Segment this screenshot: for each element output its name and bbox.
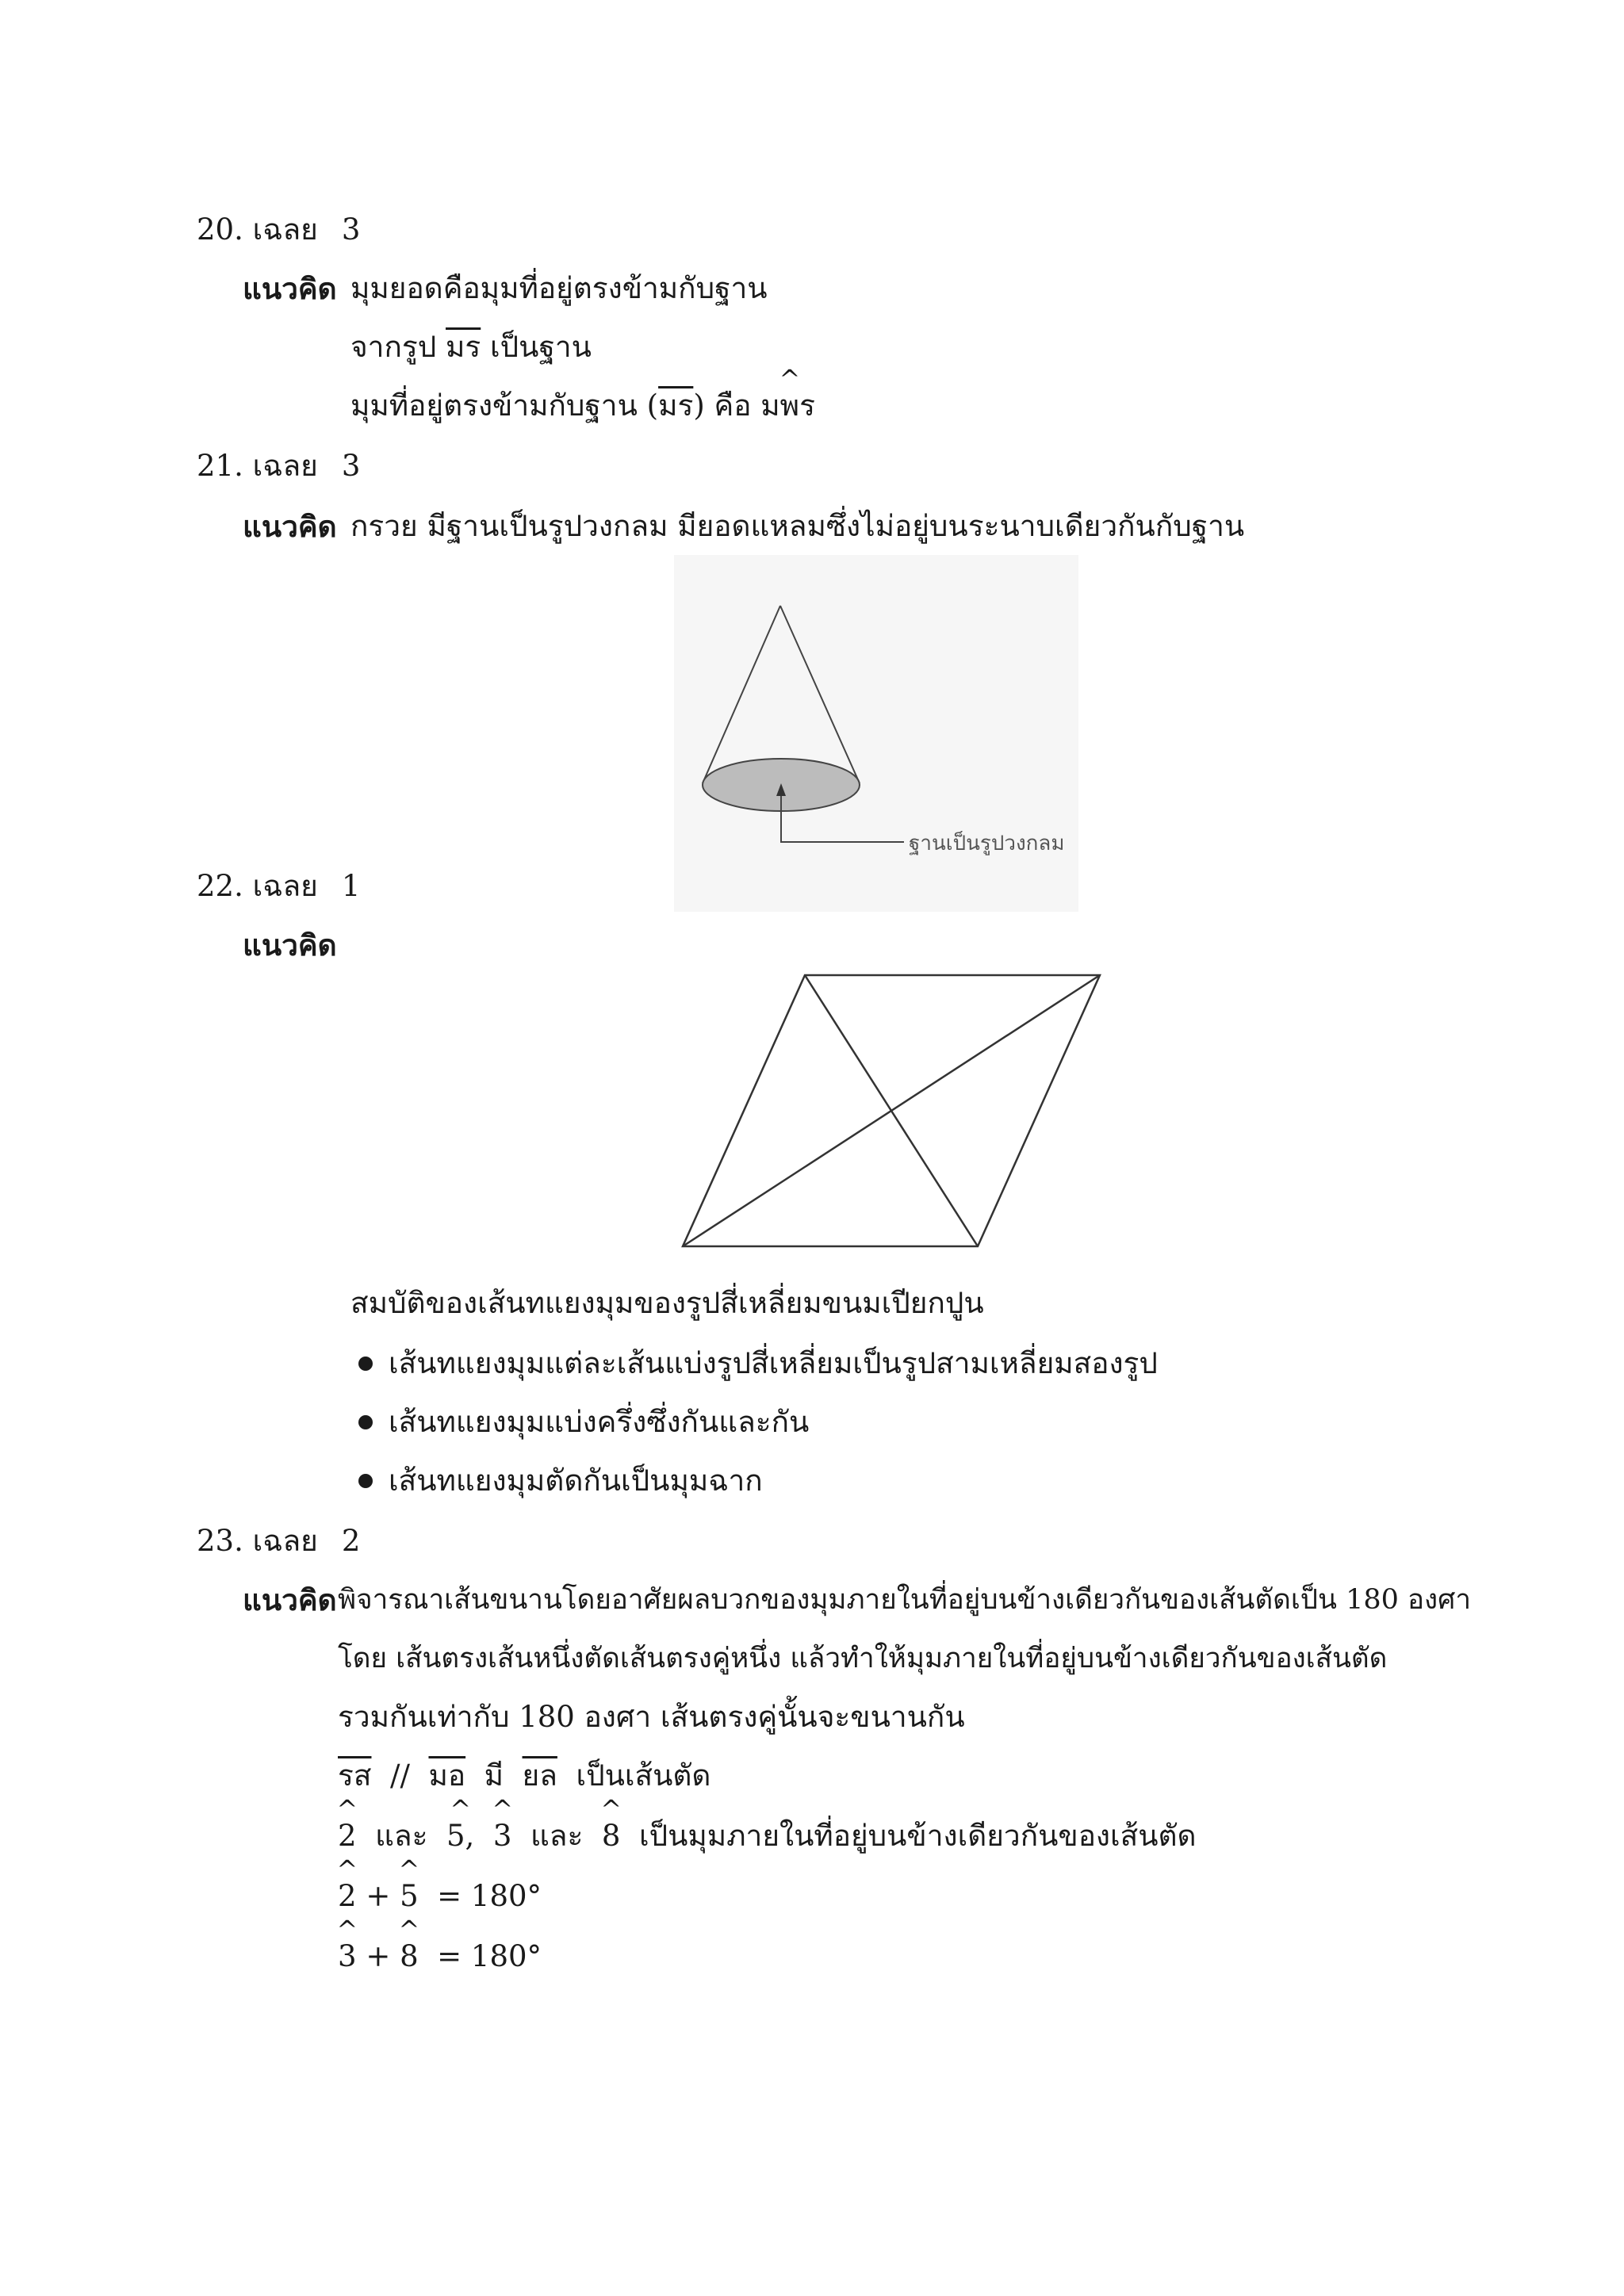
q23-line2: โดย เส้นตรงเส้นหนึ่งตัดเส้นตรงคู่หนึ่ง แล้วทำให้มุมภายในที่อยู่บนข้างเดียวกันของเส้นตัด — [338, 1643, 1388, 1674]
q21-answer: 3 — [341, 449, 361, 483]
q23-equation-2 — [338, 1938, 542, 1976]
q23-eq2-plus: + — [366, 1939, 391, 1973]
q23-mi: มี — [484, 1758, 504, 1793]
q23-line3: รวมกันเท่ากับ 180 องศา เส้นตรงคู่นั้นจะขนานกัน — [338, 1700, 965, 1734]
q23-segment-mo: มอ — [428, 1758, 466, 1793]
q23-eq2-angle-a: ^ 3 — [338, 1938, 357, 1976]
q20-segment-mr: มร — [445, 330, 481, 364]
q20-line3-mid: ) คือ ม — [693, 388, 780, 423]
q20-line2-pre: จากรูป — [350, 330, 437, 364]
q21-number-text: 21. เฉลย — [197, 449, 318, 483]
q23-answer: 2 — [341, 1524, 361, 1558]
q20-line2-post: เป็นฐาน — [490, 330, 592, 364]
q22-bullet-1 — [358, 1345, 1158, 1383]
q23-number — [197, 1522, 360, 1560]
q23-eq1-plus: + — [366, 1879, 391, 1913]
q22-number — [197, 867, 360, 905]
q23-eq1-angle-b: ^ 5 — [400, 1877, 419, 1915]
q22-number-text: 22. เฉลย — [197, 869, 318, 903]
q22-label: แนวคิด — [243, 928, 337, 962]
q22-bullet-3-text: เส้นทแยงมุมตัดกันเป็นมุมฉาก — [389, 1464, 763, 1498]
q20-number — [197, 211, 360, 249]
q23-angles-text: เป็นมุมภายในที่อยู่บนข้างเดียวกันของเส้นตัด — [638, 1819, 1197, 1853]
q23-line4 — [338, 1757, 710, 1795]
q23-label: แนวคิด — [243, 1582, 337, 1617]
q23-angle-3: ^ 3 — [493, 1817, 512, 1855]
q23-segment-rs: รส — [338, 1758, 372, 1793]
q23-eq1-rhs: = 180° — [437, 1879, 542, 1913]
q23-and-2: และ — [530, 1819, 584, 1853]
q22-bullet-1-text: เส้นทแยงมุมแต่ละเส้นแบ่งรูปสี่เหลี่ยมเป็นรูปสามเหลี่ยมสองรูป — [389, 1346, 1158, 1380]
q20-line3-segment: มร — [658, 388, 694, 423]
q20-line1: มุมยอดคือมุมที่อยู่ตรงข้ามกับฐาน — [350, 271, 768, 305]
q23-eq1-angle-a: ^ 2 — [338, 1877, 357, 1915]
cone-figure — [674, 555, 1078, 912]
q23-eq2-rhs: = 180° — [437, 1939, 542, 1973]
q22-bullet-3 — [358, 1462, 763, 1500]
q23-number-text: 23. เฉลย — [197, 1524, 318, 1558]
bullet-dot-icon — [358, 1415, 373, 1429]
q20-label: แนวคิด — [243, 271, 337, 306]
q20-line3-pre: มุมที่อยู่ตรงข้ามกับฐาน ( — [350, 388, 659, 423]
q23-segment-yl: ยล — [522, 1758, 557, 1793]
q22-bullet-2 — [358, 1403, 809, 1441]
cone-base-label: ฐานเป็นรูปวงกลม — [909, 832, 1065, 855]
q23-angle-5: ^ 5, — [446, 1817, 474, 1855]
q23-equation-1 — [338, 1877, 542, 1915]
q22-answer: 1 — [341, 869, 361, 903]
q23-and-1: และ — [375, 1819, 428, 1853]
q23-parallel-symbol: // — [390, 1758, 410, 1793]
q20-line2 — [350, 328, 592, 366]
q21-label: แนวคิด — [243, 509, 337, 544]
q20-answer: 3 — [341, 212, 361, 247]
q22-heading: สมบัติของเส้นทแยงมุมของรูปสี่เหลี่ยมขนมเปียกปูน — [350, 1286, 984, 1320]
q23-line1: พิจารณาเส้นขนานโดยอาศัยผลบวกของมุมภายในที่อยู่บนข้างเดียวกันของเส้นตัดเป็น 180 องศา — [338, 1584, 1471, 1616]
rhombus-diagonal-2 — [683, 975, 1100, 1246]
bullet-dot-icon — [358, 1474, 373, 1488]
q22-bullet-2-text: เส้นทแยงมุมแบ่งครึ่งซึ่งกันและกัน — [389, 1405, 810, 1439]
bullet-dot-icon — [358, 1357, 373, 1371]
q23-angle-2: ^ 2 — [338, 1817, 357, 1855]
q21-line1: กรวย มีฐานเป็นรูปวงกลม มียอดแหลมซึ่งไม่อยู่บนระนาบเดียวกันกับฐาน — [350, 509, 1245, 543]
q23-eq2-angle-b: ^ 8 — [400, 1938, 419, 1976]
rhombus-figure — [666, 967, 1110, 1261]
cone-figure-background — [674, 555, 1078, 912]
q23-line5 — [338, 1817, 1197, 1855]
q23-angle-8: ^ 8 — [602, 1817, 621, 1855]
q23-transversal-text: เป็นเส้นตัด — [576, 1758, 711, 1793]
q21-number — [197, 447, 360, 485]
q20-line3-post: ร — [799, 388, 815, 423]
q20-line3 — [350, 387, 815, 425]
q20-angle-vertex: ^ พ — [780, 387, 799, 425]
q20-number-text: 20. เฉลย — [197, 212, 318, 247]
